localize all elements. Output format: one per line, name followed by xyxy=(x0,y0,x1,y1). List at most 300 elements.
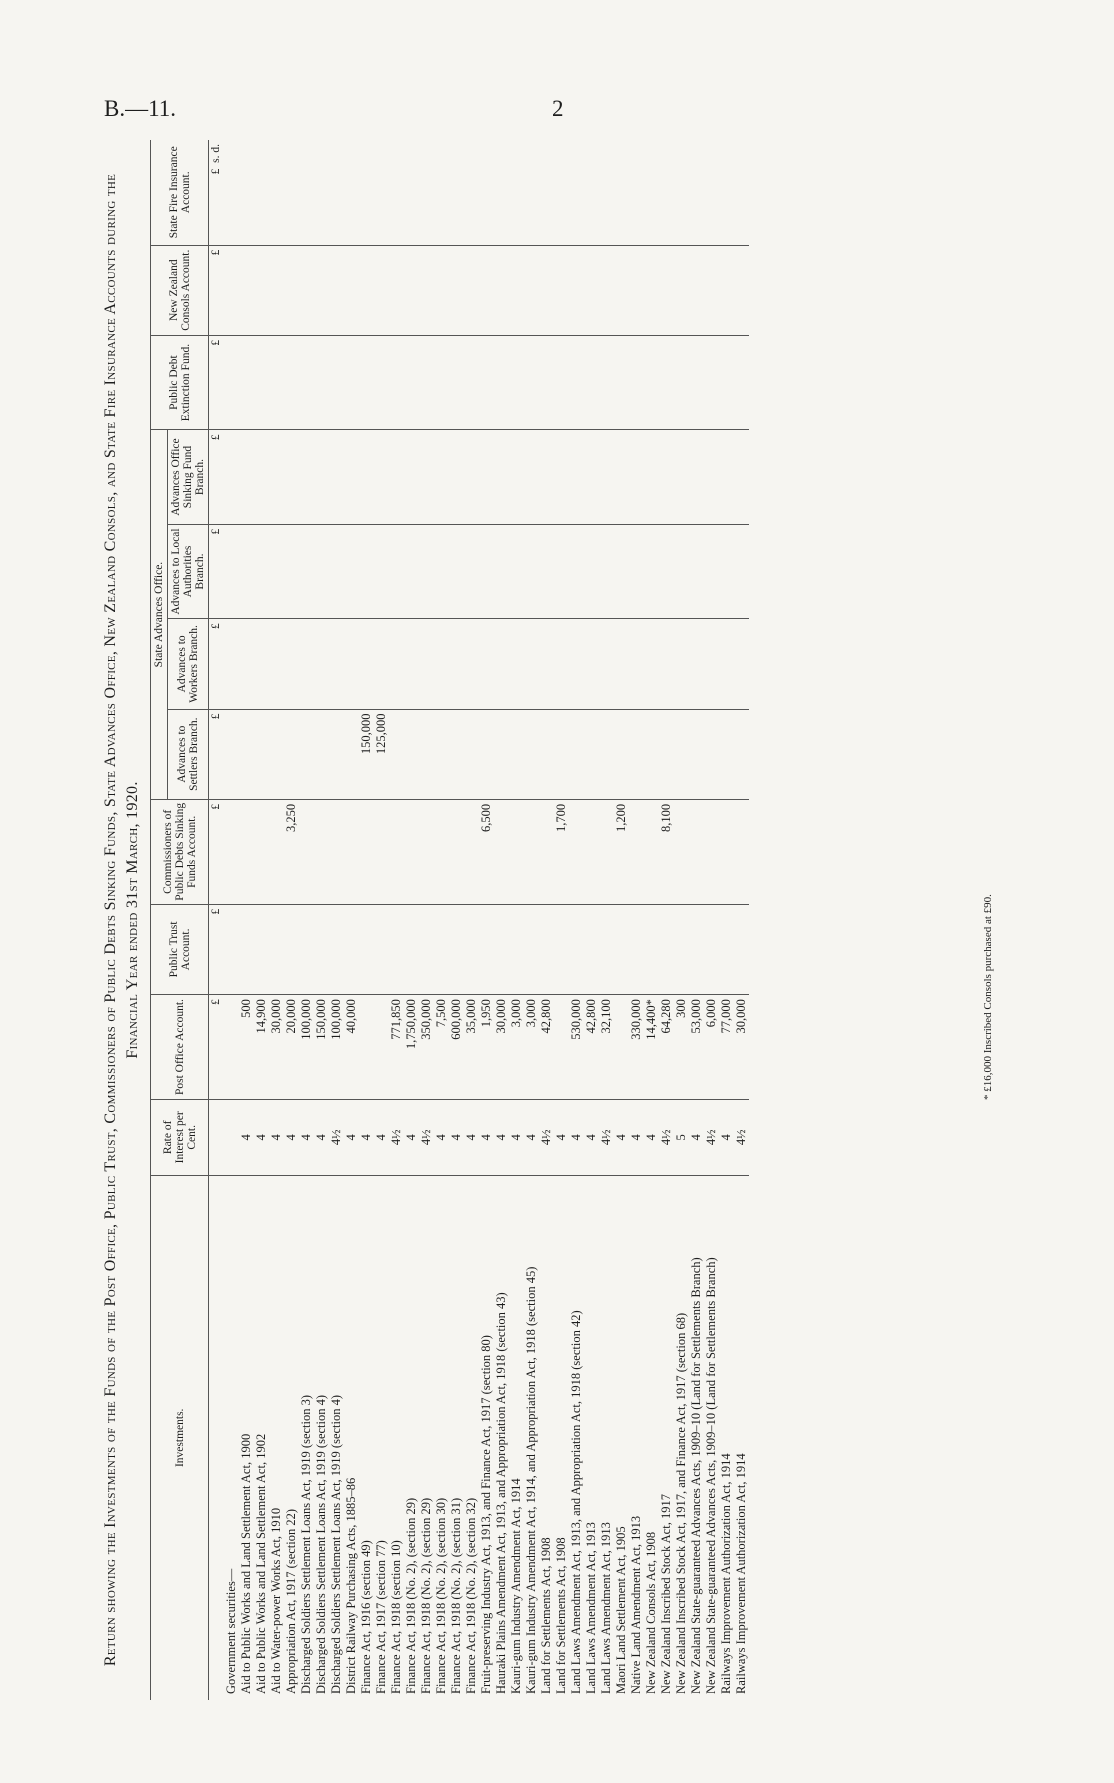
commissioners-amount: 8,100 xyxy=(659,799,674,904)
sinking-fund-amount xyxy=(494,430,509,524)
consols-amount xyxy=(434,245,449,335)
settlers-amount xyxy=(659,709,674,799)
commissioners-amount xyxy=(674,799,689,904)
settlers-amount xyxy=(539,709,554,799)
fire-insurance-amount xyxy=(329,140,344,245)
unit-label: £ xyxy=(209,245,225,335)
settlers-amount xyxy=(254,709,269,799)
public-debt-amount xyxy=(389,335,404,429)
post-office-amount: 64,280 xyxy=(659,995,674,1100)
unit-label: £ xyxy=(209,335,225,429)
public-trust-amount xyxy=(284,904,299,994)
investment-name: Finance Act, 1918 (No. 2), (section 29) xyxy=(419,1497,433,1694)
investment-name: Finance Act, 1918 (No. 2), (section 32) xyxy=(464,1497,478,1694)
commissioners-amount xyxy=(584,799,599,904)
public-trust-amount xyxy=(659,904,674,994)
workers-amount xyxy=(479,619,494,709)
investment-name: Railways Improvement Authorization Act, 1914 xyxy=(734,1453,748,1694)
workers-amount xyxy=(314,619,329,709)
interest-rate: 4½ xyxy=(659,1100,674,1176)
interest-rate: 4 xyxy=(629,1100,644,1176)
sinking-fund-amount xyxy=(719,430,734,524)
public-trust-amount xyxy=(494,904,509,994)
table-row xyxy=(674,140,689,1700)
post-office-amount xyxy=(614,995,629,1100)
settlers-amount xyxy=(419,709,434,799)
col-sinking: Advances Office Sinking Fund Branch. xyxy=(168,430,209,524)
local-authorities-amount xyxy=(269,524,284,618)
consols-amount xyxy=(419,245,434,335)
interest-rate: 4 xyxy=(449,1100,464,1176)
sinking-fund-amount xyxy=(629,430,644,524)
investment-name: Finance Act, 1918 (No. 2), (section 31) xyxy=(449,1497,463,1694)
table-row xyxy=(434,140,449,1700)
investment-name: Kauri-gum Industry Amendment Act, 1914 xyxy=(509,1478,523,1694)
commissioners-amount xyxy=(599,799,614,904)
col-workers: Advances to Workers Branch. xyxy=(168,619,209,709)
public-debt-amount xyxy=(704,335,719,429)
settlers-amount xyxy=(599,709,614,799)
fire-insurance-amount xyxy=(704,140,719,245)
settlers-amount xyxy=(734,709,749,799)
commissioners-amount xyxy=(254,799,269,904)
consols-amount xyxy=(374,245,389,335)
local-authorities-amount xyxy=(404,524,419,618)
settlers-amount xyxy=(299,709,314,799)
investment-name: New Zealand State-guaranteed Advances Acts, 1909–10 (Land for Settlements Branch) xyxy=(704,1257,718,1694)
interest-rate: 4½ xyxy=(389,1100,404,1176)
commissioners-amount xyxy=(494,799,509,904)
public-trust-amount xyxy=(569,904,584,994)
consols-amount xyxy=(734,245,749,335)
local-authorities-amount xyxy=(494,524,509,618)
local-authorities-amount xyxy=(539,524,554,618)
sinking-fund-amount xyxy=(299,430,314,524)
fire-insurance-amount xyxy=(404,140,419,245)
interest-rate: 4½ xyxy=(419,1100,434,1176)
consols-amount xyxy=(584,245,599,335)
workers-amount xyxy=(584,619,599,709)
investment-name: Native Land Amendment Act, 1913 xyxy=(629,1515,643,1694)
settlers-amount xyxy=(584,709,599,799)
consols-amount xyxy=(269,245,284,335)
post-office-amount: 1,750,000 xyxy=(404,995,419,1100)
sinking-fund-amount xyxy=(254,430,269,524)
interest-rate: 4 xyxy=(434,1100,449,1176)
workers-amount xyxy=(659,619,674,709)
public-trust-amount xyxy=(599,904,614,994)
local-authorities-amount xyxy=(734,524,749,618)
commissioners-amount: 6,500 xyxy=(479,799,494,904)
post-office-amount: 600,000 xyxy=(449,995,464,1100)
consols-amount xyxy=(494,245,509,335)
post-office-amount: 20,000 xyxy=(284,995,299,1100)
commissioners-amount: 1,700 xyxy=(554,799,569,904)
fire-insurance-amount xyxy=(434,140,449,245)
investment-name: Finance Act, 1918 (section 10) xyxy=(389,1540,403,1694)
fire-insurance-amount xyxy=(254,140,269,245)
fire-insurance-amount xyxy=(449,140,464,245)
fire-insurance-amount xyxy=(584,140,599,245)
consols-amount xyxy=(449,245,464,335)
investment-name: Land Laws Amendment Act, 1913 xyxy=(584,1522,598,1694)
table-row xyxy=(539,140,554,1700)
workers-amount xyxy=(719,619,734,709)
public-debt-amount xyxy=(269,335,284,429)
commissioners-amount xyxy=(464,799,479,904)
post-office-amount: 350,000 xyxy=(419,995,434,1100)
table-row xyxy=(644,140,659,1700)
public-debt-amount xyxy=(539,335,554,429)
interest-rate: 4 xyxy=(509,1100,524,1176)
settlers-amount xyxy=(434,709,449,799)
interest-rate: 4½ xyxy=(734,1100,749,1176)
local-authorities-amount xyxy=(359,524,374,618)
public-debt-amount xyxy=(524,335,539,429)
interest-rate: 4 xyxy=(584,1100,599,1176)
workers-amount xyxy=(734,619,749,709)
public-trust-amount xyxy=(644,904,659,994)
post-office-amount: 14,900 xyxy=(254,995,269,1100)
fire-insurance-amount xyxy=(359,140,374,245)
unit-label: £ xyxy=(209,524,225,618)
consols-amount xyxy=(719,245,734,335)
col-public-debt: Public Debt Extinction Fund. xyxy=(151,335,209,429)
public-debt-amount xyxy=(419,335,434,429)
post-office-amount: 1,950 xyxy=(479,995,494,1100)
workers-amount xyxy=(464,619,479,709)
investment-name: New Zealand State-guaranteed Advances Acts, 1909–10 (Land for Settlements Branch) xyxy=(689,1257,703,1694)
sinking-fund-amount xyxy=(509,430,524,524)
workers-amount xyxy=(644,619,659,709)
table-row xyxy=(629,140,644,1700)
commissioners-amount xyxy=(719,799,734,904)
workers-amount xyxy=(389,619,404,709)
workers-amount xyxy=(284,619,299,709)
consols-amount xyxy=(314,245,329,335)
fire-insurance-amount xyxy=(494,140,509,245)
public-trust-amount xyxy=(584,904,599,994)
commissioners-amount xyxy=(359,799,374,904)
investment-name: Aid to Public Works and Land Settlement Act, 1900 xyxy=(239,1433,253,1694)
post-office-amount: 771,850 xyxy=(389,995,404,1100)
table-row xyxy=(524,140,539,1700)
col-investments: Investments. xyxy=(151,1175,209,1700)
public-trust-amount xyxy=(524,904,539,994)
commissioners-amount xyxy=(434,799,449,904)
commissioners-amount xyxy=(629,799,644,904)
investment-name: Land for Settlements Act, 1908 xyxy=(539,1537,553,1694)
section-heading: Government securities— xyxy=(224,1568,238,1694)
local-authorities-amount xyxy=(434,524,449,618)
fire-insurance-amount xyxy=(509,140,524,245)
sinking-fund-amount xyxy=(584,430,599,524)
table-row xyxy=(509,140,524,1700)
post-office-amount: 3,000 xyxy=(524,995,539,1100)
fire-insurance-amount xyxy=(659,140,674,245)
sinking-fund-amount xyxy=(434,430,449,524)
public-debt-amount xyxy=(449,335,464,429)
public-trust-amount xyxy=(269,904,284,994)
public-trust-amount xyxy=(614,904,629,994)
fire-insurance-amount xyxy=(464,140,479,245)
commissioners-amount xyxy=(524,799,539,904)
public-trust-amount xyxy=(374,904,389,994)
investment-name: Railways Improvement Authorization Act, 1914 xyxy=(719,1453,733,1694)
local-authorities-amount xyxy=(629,524,644,618)
public-debt-amount xyxy=(239,335,254,429)
interest-rate: 4 xyxy=(269,1100,284,1176)
fire-insurance-amount xyxy=(599,140,614,245)
public-debt-amount xyxy=(719,335,734,429)
local-authorities-amount xyxy=(584,524,599,618)
public-trust-amount xyxy=(314,904,329,994)
local-authorities-amount xyxy=(329,524,344,618)
workers-amount xyxy=(569,619,584,709)
post-office-amount: 42,800 xyxy=(539,995,554,1100)
public-debt-amount xyxy=(374,335,389,429)
fire-insurance-amount xyxy=(239,140,254,245)
fire-insurance-amount xyxy=(344,140,359,245)
public-trust-amount xyxy=(629,904,644,994)
workers-amount xyxy=(329,619,344,709)
settlers-amount xyxy=(614,709,629,799)
post-office-amount: 500 xyxy=(239,995,254,1100)
local-authorities-amount xyxy=(614,524,629,618)
sinking-fund-amount xyxy=(374,430,389,524)
consols-amount xyxy=(284,245,299,335)
fire-insurance-amount xyxy=(524,140,539,245)
commissioners-amount: 3,250 xyxy=(284,799,299,904)
post-office-amount: 30,000 xyxy=(269,995,284,1100)
table-row xyxy=(659,140,674,1700)
settlers-amount xyxy=(689,709,704,799)
consols-amount xyxy=(704,245,719,335)
fire-insurance-amount xyxy=(629,140,644,245)
workers-amount xyxy=(434,619,449,709)
commissioners-amount xyxy=(689,799,704,904)
local-authorities-amount xyxy=(419,524,434,618)
fire-insurance-amount xyxy=(479,140,494,245)
sinking-fund-amount xyxy=(464,430,479,524)
workers-amount xyxy=(254,619,269,709)
interest-rate: 4½ xyxy=(704,1100,719,1176)
sinking-fund-amount xyxy=(344,430,359,524)
investment-name: Aid to Water-power Works Act, 1910 xyxy=(269,1507,283,1694)
post-office-amount: 100,000 xyxy=(299,995,314,1100)
settlers-amount xyxy=(704,709,719,799)
unit-label: £ xyxy=(209,430,225,524)
workers-amount xyxy=(539,619,554,709)
local-authorities-amount xyxy=(449,524,464,618)
public-trust-amount xyxy=(299,904,314,994)
table-row xyxy=(584,140,599,1700)
public-debt-amount xyxy=(464,335,479,429)
workers-amount xyxy=(374,619,389,709)
table-row xyxy=(314,140,329,1700)
interest-rate: 4½ xyxy=(539,1100,554,1176)
investment-name: Kauri-gum Industry Amendment Act, 1914, and Appropriation Act, 1918 (section 45) xyxy=(524,1266,538,1694)
public-trust-amount xyxy=(329,904,344,994)
local-authorities-amount xyxy=(239,524,254,618)
commissioners-amount: 1,200 xyxy=(614,799,629,904)
investment-name: Fruit-preserving Industry Act, 1913, and Finance Act, 1917 (section 80) xyxy=(479,1335,493,1694)
interest-rate: 4 xyxy=(644,1100,659,1176)
unit-label: £ xyxy=(209,995,225,1100)
workers-amount xyxy=(269,619,284,709)
sinking-fund-amount xyxy=(599,430,614,524)
local-authorities-amount xyxy=(674,524,689,618)
workers-amount xyxy=(614,619,629,709)
unit-label: £ xyxy=(209,904,225,994)
commissioners-amount xyxy=(239,799,254,904)
table-row xyxy=(254,140,269,1700)
workers-amount xyxy=(674,619,689,709)
workers-amount xyxy=(419,619,434,709)
investment-name: Finance Act, 1918 (No. 2), (section 30) xyxy=(434,1497,448,1694)
consols-amount xyxy=(629,245,644,335)
consols-amount xyxy=(614,245,629,335)
post-office-amount xyxy=(359,995,374,1100)
unit-label-fire: £ s. d. xyxy=(209,140,225,245)
workers-amount xyxy=(524,619,539,709)
interest-rate: 4 xyxy=(479,1100,494,1176)
commissioners-amount xyxy=(269,799,284,904)
footnote: * £16,000 Inscribed Consols purchased at £90. xyxy=(982,894,994,1100)
unit-label: £ xyxy=(209,709,225,799)
public-debt-amount xyxy=(299,335,314,429)
sinking-fund-amount xyxy=(689,430,704,524)
settlers-amount xyxy=(404,709,419,799)
public-trust-amount xyxy=(689,904,704,994)
consols-amount xyxy=(659,245,674,335)
public-trust-amount xyxy=(389,904,404,994)
settlers-amount xyxy=(719,709,734,799)
workers-amount xyxy=(494,619,509,709)
post-office-amount: 150,000 xyxy=(314,995,329,1100)
investment-name: New Zealand Inscribed Stock Act, 1917, and Finance Act, 1917 (section 68) xyxy=(674,1312,688,1694)
settlers-amount: 150,000 xyxy=(359,709,374,799)
fire-insurance-amount xyxy=(554,140,569,245)
post-office-amount: 30,000 xyxy=(494,995,509,1100)
table-row xyxy=(449,140,464,1700)
post-office-amount xyxy=(374,995,389,1100)
investment-name: District Railway Purchasing Acts, 1885–86 xyxy=(344,1477,358,1694)
unit-label: £ xyxy=(209,619,225,709)
col-settlers: Advances to Settlers Branch. xyxy=(168,709,209,799)
table-row xyxy=(569,140,584,1700)
interest-rate: 4 xyxy=(614,1100,629,1176)
public-debt-amount xyxy=(599,335,614,429)
settlers-amount xyxy=(644,709,659,799)
document-code: B.—11. xyxy=(104,96,176,121)
settlers-amount xyxy=(344,709,359,799)
post-office-amount: 330,000 xyxy=(629,995,644,1100)
table-row xyxy=(494,140,509,1700)
consols-amount xyxy=(359,245,374,335)
sinking-fund-amount xyxy=(479,430,494,524)
workers-amount xyxy=(704,619,719,709)
public-debt-amount xyxy=(479,335,494,429)
sinking-fund-amount xyxy=(539,430,554,524)
investment-name: Discharged Soldiers Settlement Loans Act, 1919 (section 4) xyxy=(314,1394,328,1694)
sinking-fund-amount xyxy=(554,430,569,524)
commissioners-amount xyxy=(644,799,659,904)
sinking-fund-amount xyxy=(449,430,464,524)
local-authorities-amount xyxy=(689,524,704,618)
public-debt-amount xyxy=(314,335,329,429)
local-authorities-amount xyxy=(299,524,314,618)
sinking-fund-amount xyxy=(329,430,344,524)
settlers-amount xyxy=(314,709,329,799)
interest-rate: 4 xyxy=(494,1100,509,1176)
interest-rate: 4 xyxy=(254,1100,269,1176)
page-number: 2 xyxy=(552,96,564,121)
public-debt-amount xyxy=(404,335,419,429)
public-trust-amount xyxy=(674,904,689,994)
public-debt-amount xyxy=(554,335,569,429)
col-commissioners: Commissioners of Public Debts Sinking Funds Account. xyxy=(151,799,209,904)
settlers-amount xyxy=(554,709,569,799)
local-authorities-amount xyxy=(254,524,269,618)
consols-amount xyxy=(389,245,404,335)
consols-amount xyxy=(344,245,359,335)
public-debt-amount xyxy=(614,335,629,429)
commissioners-amount xyxy=(314,799,329,904)
settlers-amount xyxy=(284,709,299,799)
post-office-amount: 6,000 xyxy=(704,995,719,1100)
settlers-amount xyxy=(569,709,584,799)
local-authorities-amount xyxy=(284,524,299,618)
table-row xyxy=(554,140,569,1700)
post-office-amount: 14,400* xyxy=(644,995,659,1100)
sinking-fund-amount xyxy=(269,430,284,524)
settlers-amount xyxy=(479,709,494,799)
local-authorities-amount xyxy=(374,524,389,618)
table-row xyxy=(239,140,254,1700)
post-office-amount: 3,000 xyxy=(509,995,524,1100)
public-debt-amount xyxy=(434,335,449,429)
investment-name: Finance Act, 1917 (section 77) xyxy=(374,1540,388,1694)
interest-rate: 4 xyxy=(239,1100,254,1176)
consols-amount xyxy=(479,245,494,335)
commissioners-amount xyxy=(329,799,344,904)
consols-amount xyxy=(674,245,689,335)
public-trust-amount xyxy=(509,904,524,994)
commissioners-amount xyxy=(404,799,419,904)
investment-name: Discharged Soldiers Settlement Loans Act, 1919 (section 4) xyxy=(329,1394,343,1694)
interest-rate: 4 xyxy=(314,1100,329,1176)
investment-name: Finance Act, 1918 (No. 2), (section 29) xyxy=(404,1497,418,1694)
settlers-amount: 125,000 xyxy=(374,709,389,799)
commissioners-amount xyxy=(509,799,524,904)
table-row xyxy=(704,140,719,1700)
commissioners-amount xyxy=(569,799,584,904)
table-row xyxy=(389,140,404,1700)
public-debt-amount xyxy=(254,335,269,429)
local-authorities-amount xyxy=(704,524,719,618)
public-debt-amount xyxy=(584,335,599,429)
investment-name: Maori Land Settlement Act, 1905 xyxy=(614,1526,628,1694)
public-debt-amount xyxy=(509,335,524,429)
local-authorities-amount xyxy=(509,524,524,618)
public-trust-amount xyxy=(479,904,494,994)
table-row xyxy=(689,140,704,1700)
fire-insurance-amount xyxy=(689,140,704,245)
table-row xyxy=(719,140,734,1700)
post-office-amount: 53,000 xyxy=(689,995,704,1100)
workers-amount xyxy=(359,619,374,709)
